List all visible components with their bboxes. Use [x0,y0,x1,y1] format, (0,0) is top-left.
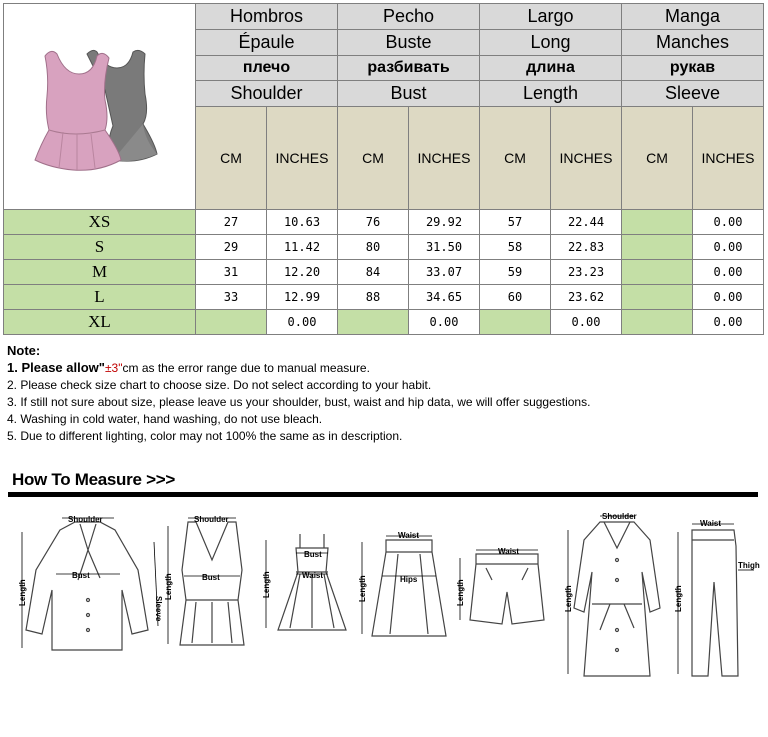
error-range: ±3" [104,361,123,375]
unit-cm: CM [196,107,267,210]
shoulder-label: Shoulder [194,515,229,524]
size-value-cell: 31.50 [409,235,480,260]
size-value-cell: 0.00 [693,210,764,235]
size-value-cell: 59 [480,260,551,285]
size-value-cell: 33 [196,285,267,310]
unit-cm: CM [480,107,551,210]
shoulder-label: Shoulder [602,512,637,521]
size-value-cell: 23.23 [551,260,622,285]
shorts-diagram [470,554,544,624]
header-sleeve-ru: рукав [622,55,764,81]
length-label: Length [674,585,683,612]
product-photo [4,4,196,210]
header-sleeve-en: Sleeve [622,81,764,107]
size-value-cell: 33.07 [409,260,480,285]
note-line-1-bold: 1. Please allow" [7,360,105,375]
size-value-cell: 88 [338,285,409,310]
header-shoulder-ru: плечо [196,55,338,81]
header-length-fr: Long [480,29,622,55]
note-line-2: 2. Please check size chart to choose size. Do not select according to your habit. [7,378,432,392]
bust-label: Bust [72,571,90,580]
size-chart-table [3,3,764,335]
note-line-3: 3. If still not sure about size, please leave us your shoulder, bust, waist and hip data, we will offer suggestions. [7,395,591,409]
note-line-1 [7,359,757,377]
notes-section [7,342,757,445]
bust-label: Bust [304,550,322,559]
size-value-cell: 34.65 [409,285,480,310]
length-label: Length [18,579,27,606]
size-value-cell: 80 [338,235,409,260]
length-label: Length [164,573,173,600]
strappy-dress-diagram [278,534,346,630]
how-to-measure-title [12,470,175,490]
length-label: Length [262,571,271,598]
header-bust-en: Bust [338,81,480,107]
size-value-cell: 0.00 [693,310,764,335]
size-value-cell: 29 [196,235,267,260]
header-shoulder-fr: Épaule [196,29,338,55]
size-value-cell [480,310,551,335]
size-value-cell: 0.00 [267,310,338,335]
size-value-cell: 0.00 [551,310,622,335]
arrows-icon: >>> [146,470,175,489]
shoulder-label: Shoulder [68,515,103,524]
note-line-4: 4. Washing in cold water, hand washing, do not use bleach. [7,412,323,426]
size-value-cell: 84 [338,260,409,285]
note-line-1-rest: cm as the error range due to manual measure. [122,361,370,375]
header-sleeve-es: Manga [622,4,764,30]
unit-inches: INCHES [551,107,622,210]
size-value-cell: 22.44 [551,210,622,235]
header-shoulder-en: Shoulder [196,81,338,107]
size-value-cell: 60 [480,285,551,310]
size-value-cell: 29.92 [409,210,480,235]
section-divider [8,492,758,497]
blouse-diagram [26,522,148,650]
size-value-cell: 10.63 [267,210,338,235]
size-value-cell: 0.00 [693,260,764,285]
header-bust-ru: разбивать [338,55,480,81]
peplum-tops-image [5,4,195,204]
size-label: M [4,260,196,285]
sleeve-label: Sleeve [154,596,163,622]
size-value-cell [622,260,693,285]
size-value-cell [338,310,409,335]
waist-label: Waist [302,571,324,580]
size-row [4,310,764,335]
size-value-cell: 12.20 [267,260,338,285]
size-label: L [4,285,196,310]
size-label: XL [4,310,196,335]
unit-inches: INCHES [409,107,480,210]
size-value-cell: 11.42 [267,235,338,260]
measurement-diagrams [0,500,768,737]
size-value-cell [622,285,693,310]
size-row [4,260,764,285]
length-label: Length [564,585,573,612]
size-value-cell: 27 [196,210,267,235]
header-length-es: Largo [480,4,622,30]
bust-label: Bust [202,573,220,582]
header-sleeve-fr: Manches [622,29,764,55]
size-row [4,285,764,310]
unit-inches: INCHES [693,107,764,210]
header-length-en: Length [480,81,622,107]
size-value-cell: 23.62 [551,285,622,310]
how-to-measure-text: How To Measure [12,470,142,489]
size-rows [4,210,764,335]
size-value-cell: 0.00 [409,310,480,335]
size-value-cell: 22.83 [551,235,622,260]
unit-cm: CM [338,107,409,210]
size-label: XS [4,210,196,235]
size-value-cell: 12.99 [267,285,338,310]
size-row [4,210,764,235]
thigh-label: Thigh [738,561,760,570]
size-value-cell [622,210,693,235]
size-value-cell [622,235,693,260]
coat-dress-diagram [574,522,660,676]
size-value-cell [196,310,267,335]
vneck-top-diagram [180,522,244,645]
header-shoulder-es: Hombros [196,4,338,30]
waist-label: Waist [700,519,722,528]
size-value-cell: 58 [480,235,551,260]
size-label: S [4,235,196,260]
hips-label: Hips [400,575,418,584]
header-bust-fr: Buste [338,29,480,55]
skirt-diagram [372,540,446,636]
note-line-5: 5. Due to different lighting, color may not 100% the same as in description. [7,429,403,443]
length-label: Length [358,575,367,602]
size-value-cell [622,310,693,335]
size-value-cell: 0.00 [693,235,764,260]
size-value-cell: 57 [480,210,551,235]
waist-label: Waist [498,547,520,556]
waist-label: Waist [398,531,420,540]
size-value-cell: 31 [196,260,267,285]
header-length-ru: длина [480,55,622,81]
unit-cm: CM [622,107,693,210]
note-title: Note: [7,343,41,358]
header-bust-es: Pecho [338,4,480,30]
length-label: Length [456,579,465,606]
unit-inches: INCHES [267,107,338,210]
trousers-diagram [692,530,738,676]
size-value-cell: 76 [338,210,409,235]
size-row [4,235,764,260]
size-value-cell: 0.00 [693,285,764,310]
